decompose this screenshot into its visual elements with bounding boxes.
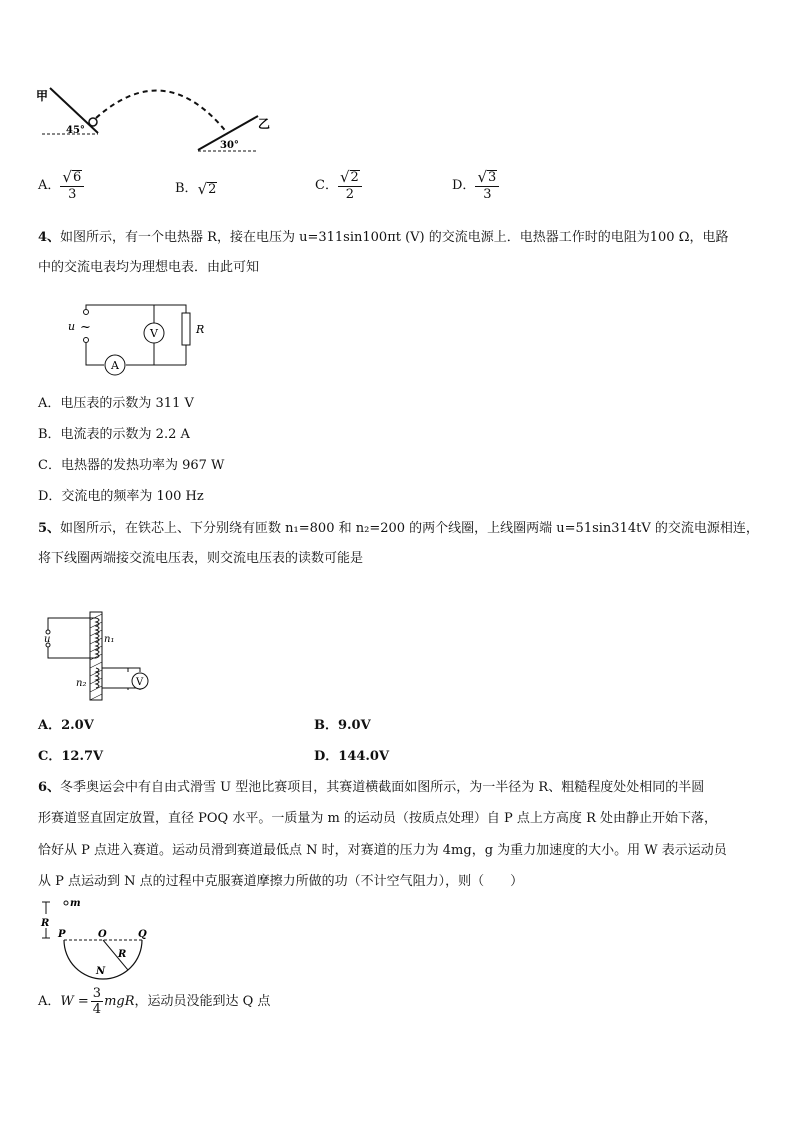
option-letter: A． [38, 178, 61, 193]
terminal-top [84, 310, 89, 315]
denominator: 3 [68, 187, 77, 202]
rhs: mgR [104, 993, 135, 1009]
q6-halfpipe-figure [38, 898, 160, 980]
u-label: u [44, 634, 51, 645]
fraction [91, 986, 103, 1017]
q5-text-1: 如图所示，在铁芯上、下分别绕有匝数 n₁=800 和 n₂=200 的两个线圈，上线圈两端 u=51sin314tV 的交流电源相连， [60, 521, 759, 536]
lower-wire-bottom [102, 688, 128, 690]
mass-point [64, 901, 68, 905]
q3-option-d [452, 170, 499, 202]
q4-line2: 中的交流电表均为理想电表．由此可知 [38, 260, 260, 275]
q3-option-c [315, 170, 362, 202]
label-yi: 乙 [258, 117, 271, 131]
upper-wire-lower [48, 646, 96, 658]
q4-text-1: 如图所示，有一个电热器 R，接在电压为 u=311sin100πt (V) 的交流电源上．电热器工作时的电阻为100 Ω，电路 [60, 230, 729, 245]
terminal-bottom [84, 338, 89, 343]
wire-bottom [86, 343, 104, 365]
lhs: W = [60, 993, 89, 1009]
height-R-label: R [41, 918, 50, 929]
n1-label: n₁ [104, 634, 115, 645]
upper-wire [48, 618, 96, 630]
P-label: P [58, 929, 66, 940]
q6-line1 [38, 779, 704, 797]
q4-option-a: A．电压表的示数为 311 V [38, 396, 194, 411]
option-letter: D． [452, 178, 476, 193]
q3-option-b: B． √ 2 [175, 179, 217, 198]
fraction: √ 3 3 [475, 170, 499, 202]
q4-option-c: C．电热器的发热功率为 967 W [38, 458, 225, 473]
lower-wire [102, 668, 128, 672]
ball [89, 118, 97, 126]
denominator: 2 [345, 187, 355, 202]
q4-option-b: B．电流表的示数为 2.2 A [38, 427, 190, 442]
N-label: N [96, 966, 106, 977]
option-letter: C． [315, 178, 338, 193]
q5-option-b: B．9.0V [314, 718, 371, 733]
fraction: √ 6 3 [60, 170, 84, 202]
n2-label: n₂ [76, 678, 87, 689]
q5-line1 [38, 520, 759, 538]
trajectory-arc [96, 91, 228, 134]
mass-m-label: m [70, 898, 81, 909]
voltmeter-label: V [150, 327, 158, 340]
q6-line3: 恰好从 P 点进入赛道。运动员滑到赛道最低点 N 时，对赛道的压力为 4mg，g 为重力加速度的大小。用 W 表示运动员 [38, 843, 727, 858]
option-letter: A． [38, 993, 61, 1009]
radius-R-label: R [118, 949, 127, 960]
label-jia: 甲 [36, 89, 49, 103]
q3-option-a [38, 170, 84, 202]
q6-line2: 形赛道竖直固定放置，直径 POQ 水平。一质量为 m 的运动员（按质点处理）自 P 点上方高度 R 处由静止开始下落， [38, 811, 717, 826]
radicand: 3 [488, 170, 497, 185]
q5-line2: 将下线圈两端接交流电压表，则交流电压表的读数可能是 [38, 551, 364, 566]
question-number: 6、 [38, 780, 61, 795]
radicand: 2 [350, 170, 359, 185]
q5-option-d: D．144.0V [314, 749, 390, 764]
question-number: 5、 [38, 521, 61, 536]
denominator: 4 [92, 1002, 102, 1017]
ammeter-label: A [111, 359, 119, 372]
resistor [182, 313, 190, 345]
q5-option-a: A．2.0V [38, 718, 94, 733]
q4-line1 [38, 229, 728, 247]
projectile-figure [36, 78, 271, 156]
tail: ，运动员没能到达 Q 点 [134, 993, 271, 1009]
resistor-label: R [196, 323, 205, 336]
q4-circuit-figure [64, 303, 204, 375]
q5-transformer-figure [40, 610, 160, 702]
O-label: O [98, 929, 107, 940]
meter-wire [128, 668, 140, 672]
q4-option-d: D．交流电的频率为 100 Hz [38, 489, 204, 504]
fraction: √ 2 2 [338, 170, 362, 202]
ac-tilde-icon: ~ [80, 320, 91, 335]
numerator: 3 [92, 986, 102, 1001]
denominator: 3 [483, 187, 492, 202]
wire-top [86, 305, 186, 313]
Q-label: Q [138, 929, 147, 940]
voltmeter-label: V [136, 677, 144, 688]
radicand: 2 [208, 181, 217, 197]
question-number: 4、 [38, 230, 61, 245]
radicand: 6 [72, 170, 82, 185]
angle-30-label: 30° [220, 140, 239, 151]
q6-option-a [38, 986, 270, 1017]
q5-option-c: C．12.7V [38, 749, 104, 764]
option-letter: B． [175, 181, 198, 196]
source-u-label: u [68, 320, 76, 333]
q6-text-1: 冬季奥运会中有自由式滑雪 U 型池比赛项目，其赛道横截面如图所示，为一半径为 R、粗糙程度处处相同的半圆 [60, 780, 705, 795]
angle-45-label: 45° [66, 125, 85, 136]
q6-line4: 从 P 点运动到 N 点的过程中克服赛道摩擦力所做的功（不计空气阻力），则（ ） [38, 874, 524, 889]
